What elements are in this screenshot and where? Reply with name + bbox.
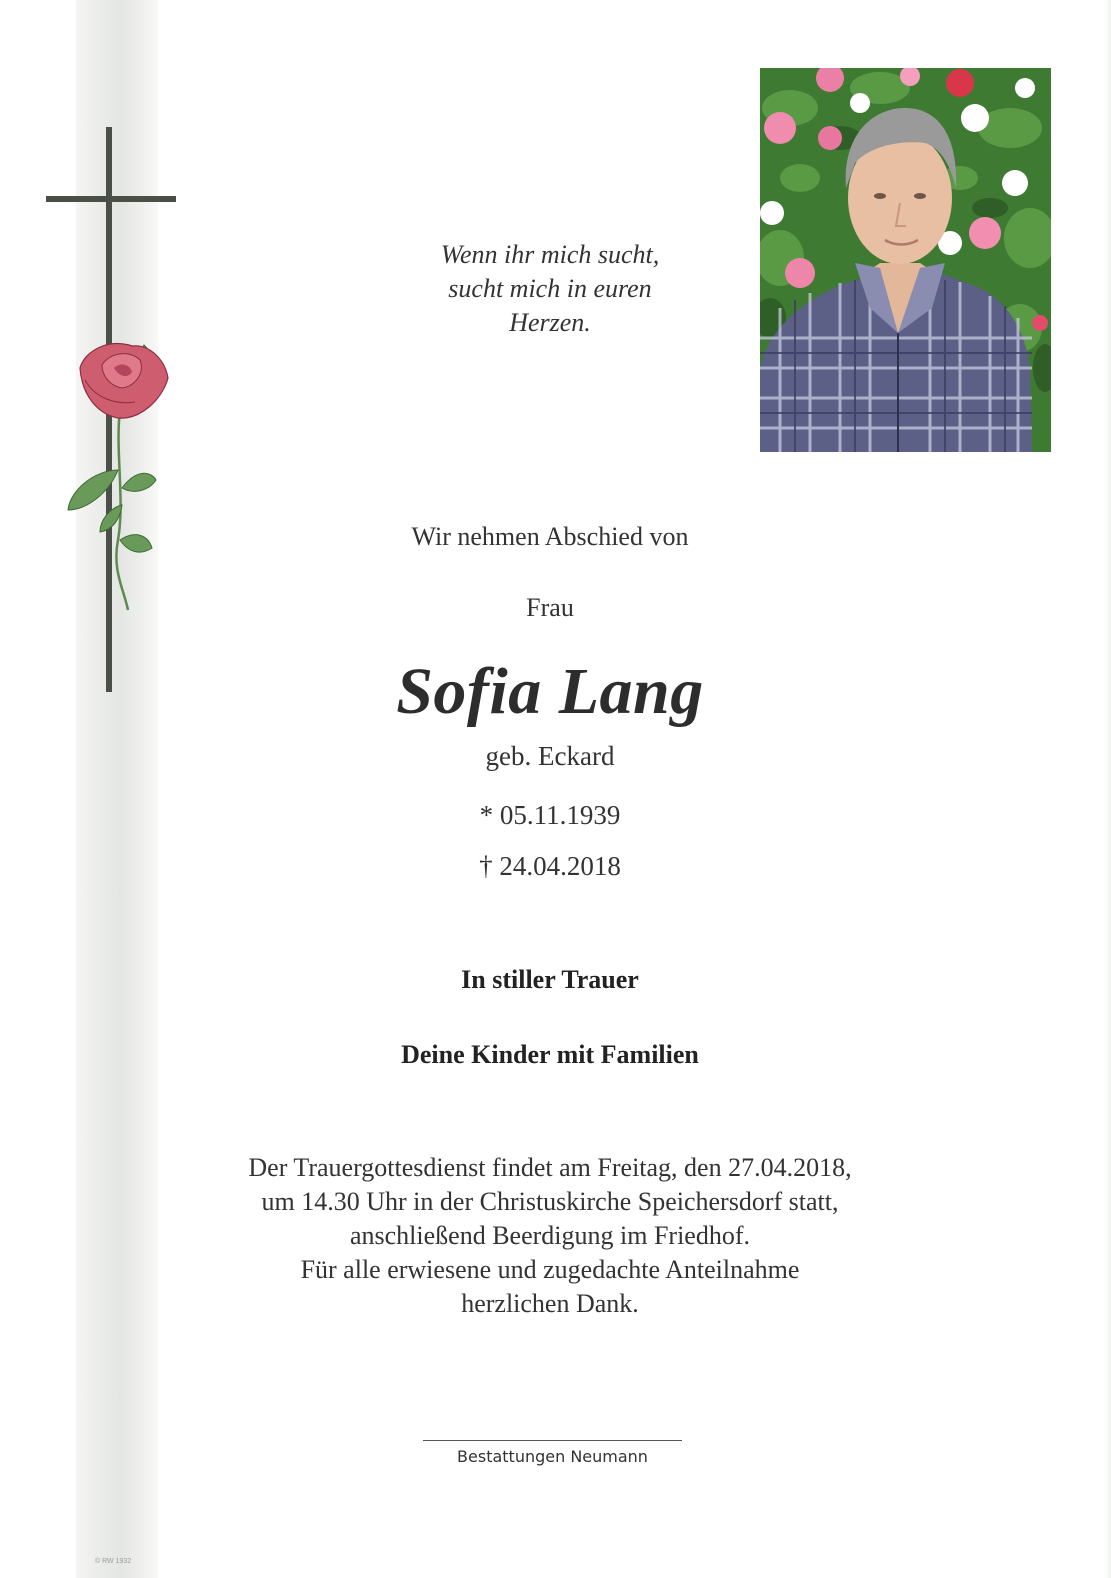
birth-date: * 05.11.1939 [479,800,621,830]
death-date: † 24.04.2018 [479,851,621,881]
farewell-intro: Wir nehmen Abschied von [411,522,689,551]
divider [423,1440,682,1441]
maiden-name: geb. Eckard [485,741,615,771]
salutation: Frau [526,593,574,622]
page-edge [1105,0,1111,1578]
service-line: Für alle erwiesene und zugedachte Anteilnahme [300,1255,800,1284]
copyright-mark: © RW 1932 [95,1558,132,1565]
quote-line: Herzen. [509,308,591,337]
mourners: Deine Kinder mit Familien [401,1040,699,1069]
undertaker-name: Bestattungen Neumann [457,1447,648,1466]
service-line: anschließend Beerdigung im Friedhof. [349,1221,751,1250]
service-line: um 14.30 Uhr in der Christuskirche Speichersdorf statt, [261,1187,839,1216]
quote-line: Wenn ihr mich sucht, [440,240,660,269]
memorial-quote [150,238,950,340]
mourning-line: In stiller Trauer [461,965,639,994]
service-line: herzlichen Dank. [461,1289,639,1318]
service-line: Der Trauergottesdienst findet am Freitag, den 27.04.2018, [248,1153,852,1182]
deceased-name: Sofia Lang [396,655,704,728]
quote-line: sucht mich in euren [448,274,652,303]
rose-icon [80,343,168,418]
service-details [150,1151,950,1321]
